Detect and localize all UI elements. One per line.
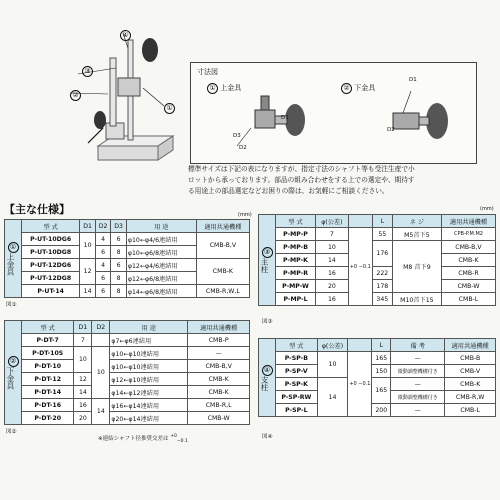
d2-label-lower: D2: [387, 127, 395, 133]
table-row: P-MP-P 7 +0 −0.1 55 M5首下5 CPB-P.M.M2: [259, 228, 496, 241]
callout-4: ④: [120, 30, 131, 41]
table-row: P-SP-V 150 微動調整機構付き CMB-V: [259, 365, 496, 378]
table-row: P-UT-12DG8 6 8 φ12←φ6/8連結用: [5, 272, 250, 285]
table-row: P-SP-L 200 — CMB-L: [259, 404, 496, 417]
table-row: P-MP-L 16 345 M10首下15 CMB-L: [259, 293, 496, 306]
table-row: P-SP-RW 微動調整機構付き CMB-R,W: [259, 391, 496, 404]
table-row: P-UT-10DG8 6 8 φ10←φ6/8連結用: [5, 246, 250, 259]
table-row: P-DT-10S 10 10 φ10←φ10連結用 —: [5, 347, 250, 360]
upper-fitting-label: ① 上金具: [207, 83, 241, 94]
table-upper-fitting: ① 上金具 型 式 D1 D2 D3 用 途 適用共通機種 P-UT-10DG6 10 4 6 φ10←φ4/6連結用 CMB-B,V P-UT-10DG8 6 8 φ10←φ6/8連結用 P-UT-12DG6 12 4 6 φ12←φ4/6連結用 CMB-K P-UT-12DG8 6 8 φ12←φ6/8連結用 P-UT-14 14 6 8 φ14←φ6/8連結用 CMB-R,W,L: [4, 219, 250, 298]
fig-label-1: 図①: [6, 302, 17, 308]
table-row: P-MP-K 14 CMB-K: [259, 254, 496, 267]
table-lower-fitting: ② 下金具 型 式 D1 D2 用 途 適用共通機種 P-DT-7 7 φ7←φ6連結用 CMB-P P-DT-10S 10 10 φ10←φ10連結用 — P-DT-10 φ10←φ10連結用 CMB-B,V P-DT-12 12 φ12←φ10連結用 CMB-K P-DT-14 14 φ14←φ12連結用 CMB-K P-DT-16 16 14 φ16←φ14連結用 CMB-R,L P-DT-20 20 φ20←φ14連結用 CMB-W: [4, 320, 250, 425]
callout-3: ③: [82, 66, 93, 77]
footnote: ※連結シャフト径推奨交差は $^{+0}_{-0.1}$: [98, 434, 188, 445]
section-title: 【主な仕様】: [4, 203, 70, 216]
note-text: 標準サイズは下記の表になりますが、指定寸法のシャフト等も受注生産で小 ロットから承っております。部品の組み合わせをする上での選定や、期待す る用途上の部品選定などお困りの際は、お気軽にご相談ください。: [188, 165, 415, 195]
table-row: P-DT-12 12 φ12←φ10連結用 CMB-K: [5, 373, 250, 386]
unit-mm-2: (mm): [480, 206, 494, 212]
unit-mm-1: (mm): [238, 212, 252, 218]
fig-label-2: 図②: [6, 429, 17, 435]
callout-1: ①: [164, 103, 175, 114]
table3-side: ③ 主柱: [259, 215, 276, 306]
table1-side: ① 上金具: [5, 220, 22, 298]
table-row: P-DT-14 14 φ14←φ12連結用 CMB-K: [5, 386, 250, 399]
table-row: P-SP-K 14 165 — CMB-K: [259, 378, 496, 391]
lower-fitting-drawing: [371, 85, 471, 157]
table-row: P-MP-B 10 176 M8 首下9 CMB-B,V: [259, 241, 496, 254]
d2-label-upper: D2: [239, 145, 247, 151]
d1-label-upper: D1: [281, 115, 289, 121]
table4-side: ④ 支柱: [259, 339, 276, 417]
table-row: P-MP-R 16 222 CMB-R: [259, 267, 496, 280]
table-row: P-UT-10DG6 10 4 6 φ10←φ4/6連結用 CMB-B,V: [5, 233, 250, 246]
table-row: P-UT-12DG6 12 4 6 φ12←φ4/6連結用 CMB-K: [5, 259, 250, 272]
table-row: P-DT-7 7 φ7←φ6連結用 CMB-P: [5, 334, 250, 347]
lower-fitting-label: ② 下金具: [341, 83, 375, 94]
table-row: P-DT-16 16 14 φ16←φ14連結用 CMB-R,L: [5, 399, 250, 412]
table-row: P-DT-20 20 φ20←φ14連結用 CMB-W: [5, 412, 250, 425]
table-row: P-MP-W 20 178 CMB-W: [259, 280, 496, 293]
callout-2: ②: [70, 90, 81, 101]
table2-side: ② 下金具: [5, 321, 22, 425]
table-row: P-UT-14 14 6 8 φ14←φ6/8連結用 CMB-R,W,L: [5, 285, 250, 298]
table-row: P-DT-10 φ10←φ10連結用 CMB-B,V: [5, 360, 250, 373]
d1-label-lower: D1: [409, 77, 417, 83]
table-support-column: ④ 支柱 型 式 φ(公差) L 備 考 適用共通機種 P-SP-B 10 +0 −0.1 165 — CMB-B P-SP-V 150 微動調整機構付き CMB-V P-SP-K 14 165 — CMB-K P-SP-RW 微動調整機構付き CMB-R,W P-SP-L 200 — CMB-L: [258, 338, 496, 417]
fig-label-3: 図③: [262, 319, 273, 325]
assembly-illustration: [68, 28, 186, 163]
table-row: P-SP-B 10 +0 −0.1 165 — CMB-B: [259, 352, 496, 365]
d3-label-upper: D3: [233, 133, 241, 139]
table-main-column: ③ 主柱 型 式 φ(公差) L ネ ジ 適用共通機種 P-MP-P 7 +0 −0.1 55 M5首下5 CPB-P.M.M2 P-MP-B 10 176 M8 首下9 CMB-B,V P-MP-K 14 CMB-K P-MP-R 16 222 CMB-R P-MP-W 20 178 CMB-W P-MP-L 16 345 M10首下15 CMB-L: [258, 214, 496, 306]
dimension-drawing: [190, 62, 477, 164]
fig-label-4: 図④: [262, 434, 273, 440]
dimension-label: 寸法図: [197, 68, 218, 76]
